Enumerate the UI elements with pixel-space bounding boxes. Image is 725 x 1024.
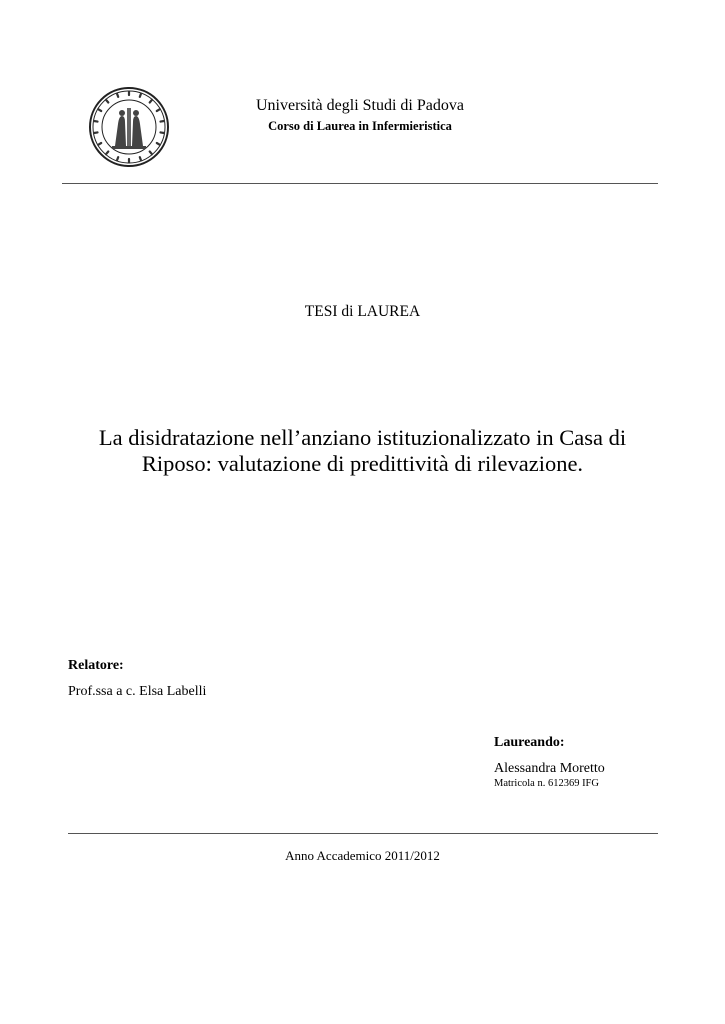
- footer-divider: [68, 833, 658, 834]
- university-name: Università degli Studi di Padova: [256, 97, 464, 114]
- thesis-label: TESI di LAUREA: [304, 303, 421, 320]
- academic-year: Anno Accademico 2011/2012: [285, 848, 440, 863]
- thesis-title: La disidratazione nell’anziano istituzionalizzato in Casa di Riposo: valutazione di predittività di rilevazione.: [98, 425, 627, 476]
- university-seal-icon: [88, 86, 170, 168]
- course-name: Corso di Laurea in Infermieristica: [268, 119, 452, 133]
- supervisor-name: Prof.ssa a c. Elsa Labelli: [68, 684, 207, 699]
- student-name: Alessandra Moretto: [494, 761, 605, 776]
- student-block: [494, 734, 694, 790]
- header-divider: [62, 183, 658, 184]
- student-label: Laureando:: [494, 735, 565, 750]
- student-matricola: Matricola n. 612369 IFG: [494, 778, 599, 789]
- supervisor-label: Relatore:: [68, 658, 124, 673]
